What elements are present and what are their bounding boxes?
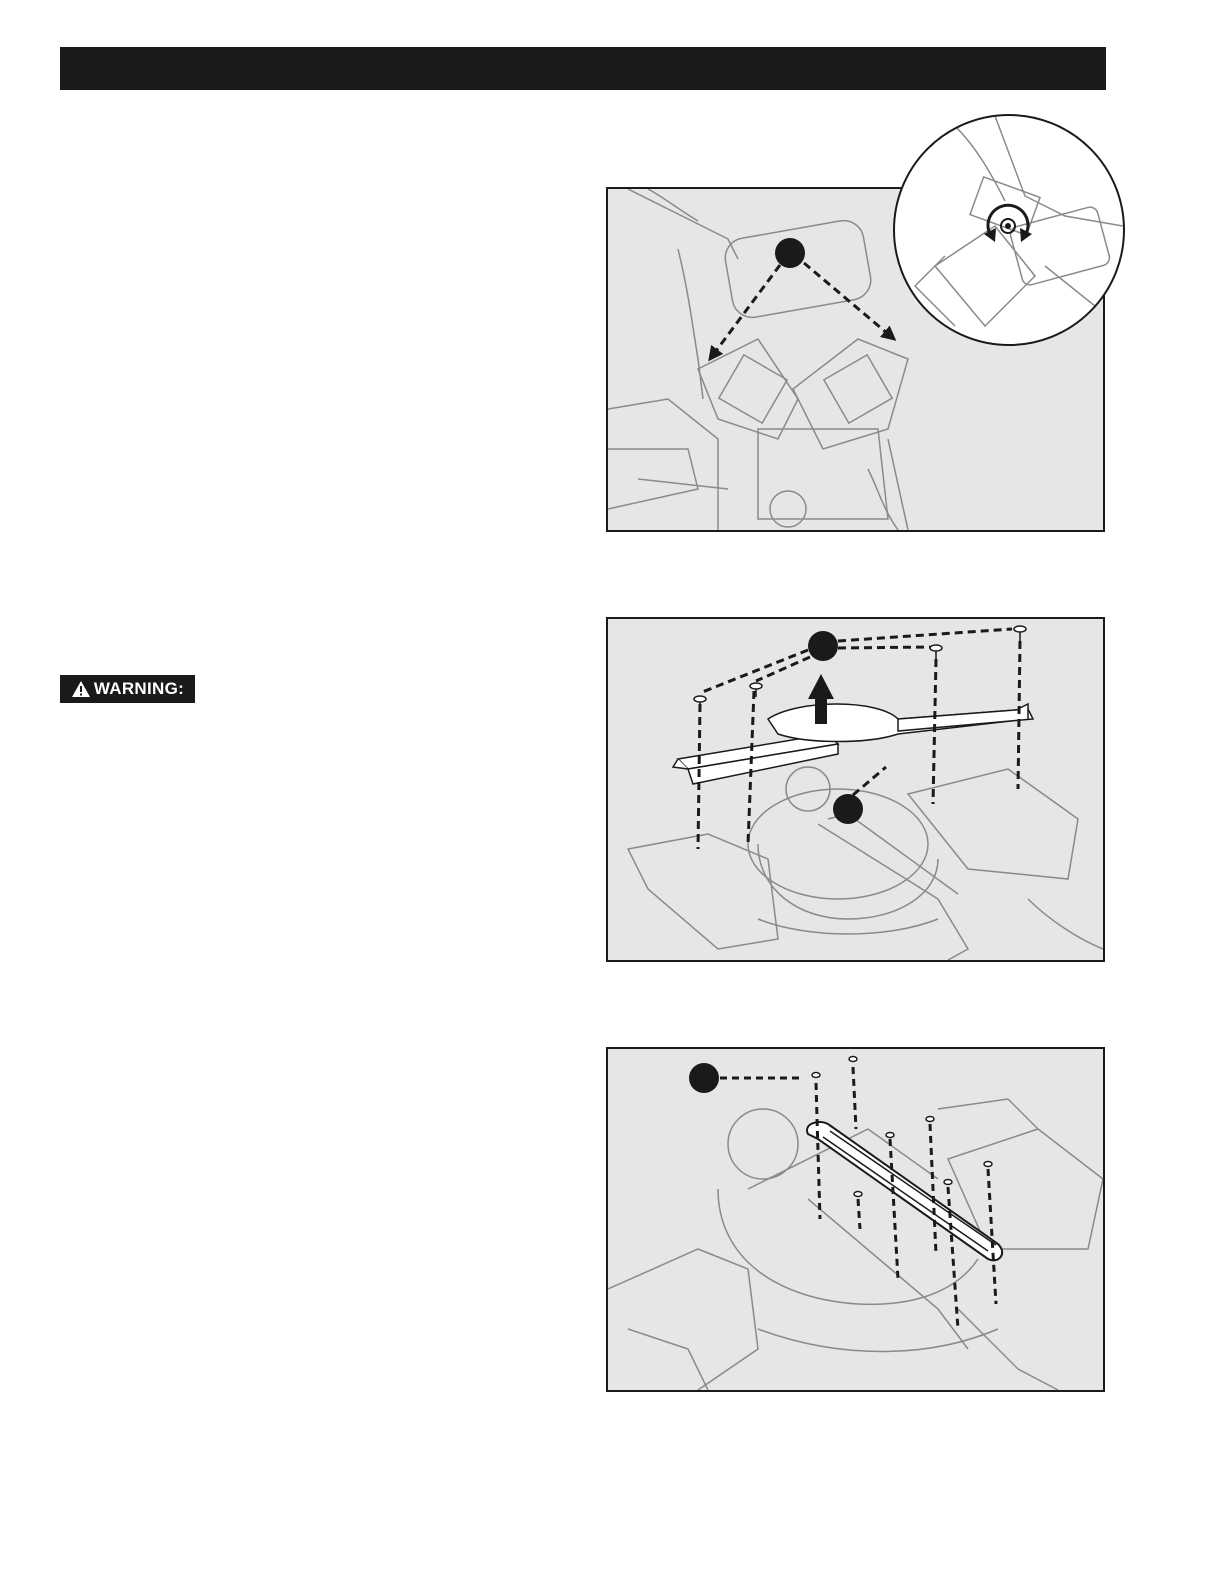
callout-marker: [808, 631, 838, 661]
saw-head-line-art: [608, 189, 908, 530]
screw-icons: [694, 626, 1026, 711]
figure-fence-removal: [606, 617, 1105, 962]
callout-marker: [689, 1063, 719, 1093]
callout-marker: [775, 238, 805, 268]
warning-triangle-icon: [71, 680, 91, 698]
figure-throat-plate: [606, 1047, 1105, 1392]
section-header-bar: [60, 47, 1106, 90]
fence-line-art: [673, 704, 1033, 784]
warning-badge: [60, 675, 195, 703]
detail-inset: [893, 114, 1125, 346]
throat-plate: [807, 1122, 1002, 1260]
inset-line-art: [915, 116, 1123, 344]
warning-label: WARNING:: [93, 679, 185, 698]
callout-marker: [833, 794, 863, 824]
